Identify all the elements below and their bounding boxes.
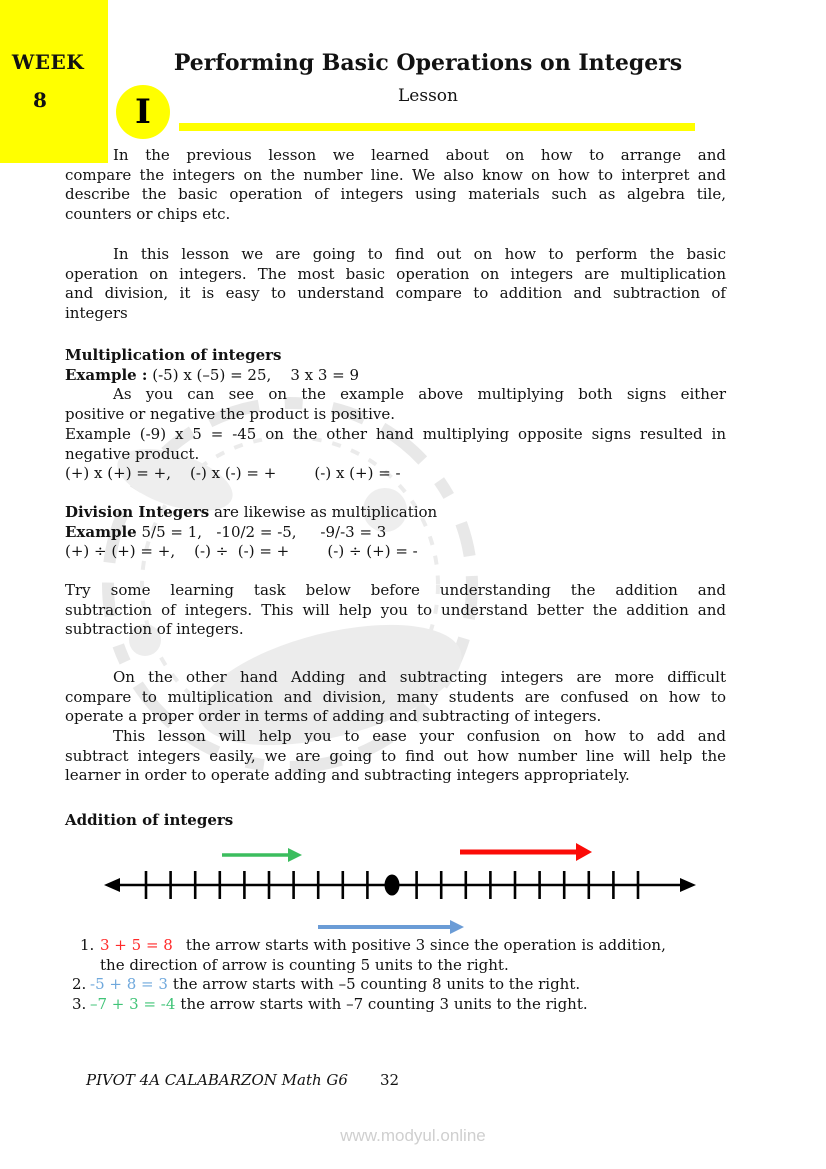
- site-watermark: www.modyul.online: [340, 1126, 486, 1145]
- number-line: [104, 871, 696, 899]
- page-title: Performing Basic Operations on Integers: [173, 50, 683, 76]
- week-badge: [0, 0, 108, 163]
- list-item: [65, 975, 726, 995]
- multiplication-heading: Multiplication of integers: [65, 346, 282, 364]
- lesson-i-badge: [116, 85, 170, 139]
- red-arrow: [460, 843, 592, 861]
- list-item: [65, 995, 726, 1015]
- zero-point-dot: [385, 875, 400, 896]
- blue-arrow: [318, 920, 464, 934]
- text-line: negative product.: [65, 444, 200, 463]
- title-underline-bar: [179, 123, 695, 131]
- text-line: subtraction of integers.: [65, 620, 244, 639]
- text-line: Example (-9) x 5 = -45 on the other hand multiplying opposite signs resulted in: [65, 424, 726, 443]
- division-example-text: 5/5 = 1, -10/2 = -5, -9/-3 = 3: [136, 522, 387, 541]
- addition-intro-paragraph-2: [65, 727, 726, 786]
- intro-paragraph-2: [65, 245, 726, 324]
- division-heading-bold: Division Integers: [65, 503, 210, 521]
- text-line: compare the integers on the number line. We also know on how to interpret and: [65, 165, 726, 184]
- equation: –7 + 3 = -4: [90, 995, 176, 1014]
- text-line: learner in order to operate adding and subtracting integers appropriately.: [65, 766, 630, 785]
- text-line: integers: [65, 304, 128, 323]
- text-line: positive or negative the product is positive.: [65, 405, 395, 424]
- week-number: 8: [33, 88, 47, 112]
- text-line: and division, it is easy to understand compare to addition and subtraction of: [65, 284, 726, 303]
- item-marker: 1.: [80, 936, 95, 954]
- text-line: compare to multiplication and division, many students are confused on how to: [65, 687, 726, 706]
- example-label: Example :: [65, 365, 148, 384]
- item-marker: 3.: [72, 995, 87, 1014]
- text-line: In the previous lesson we learned about on how to arrange and: [113, 146, 726, 164]
- left-arrowhead: [104, 878, 120, 892]
- item-text: the arrow starts with –7 counting 3 units to the right.: [180, 995, 588, 1014]
- lesson-subtitle: Lesson: [398, 86, 458, 106]
- division-section: [65, 503, 726, 562]
- addition-intro-paragraph-1: [65, 668, 726, 727]
- division-example: [65, 523, 726, 543]
- right-arrowhead: [680, 878, 696, 892]
- example-text: (-5) x (–5) = 25, 3 x 3 = 9: [147, 365, 360, 384]
- item-line-1: [100, 936, 726, 956]
- multiplication-sign-rules: (+) x (+) = +, (-) x (-) = + (-) x (+) = -: [65, 464, 401, 483]
- addition-example-list: [65, 936, 726, 1015]
- addition-heading: Addition of integers: [65, 811, 234, 829]
- multiplication-section: [65, 346, 726, 484]
- division-heading: [65, 503, 726, 523]
- text-line: Try some learning task below before understanding the addition and: [65, 581, 726, 599]
- footer-page-number: 32: [380, 1071, 400, 1089]
- item-text: the arrow starts with –5 counting 8 units to the right.: [172, 975, 581, 994]
- text-line: describe the basic operation of integers using materials such as algebra tile,: [65, 185, 726, 204]
- text-line: This lesson will help you to ease your confusion on how to add and: [113, 727, 726, 745]
- number-line-figure: [100, 838, 700, 938]
- try-task-paragraph: [65, 581, 726, 640]
- green-arrow: [222, 848, 302, 862]
- item-line-2: the direction of arrow is counting 5 units to the right.: [100, 955, 509, 974]
- intro-paragraph-1: [65, 146, 726, 225]
- multiplication-example: [65, 366, 726, 386]
- text-line: On the other hand Adding and subtracting integers are more difficult: [113, 668, 726, 686]
- text-line: As you can see on the example above multiplying both signs either: [113, 385, 726, 404]
- text-line: counters or chips etc.: [65, 205, 231, 224]
- text-line: In this lesson we are going to find out on how to perform the basic: [113, 245, 726, 263]
- division-example-label: Example: [65, 522, 137, 541]
- division-heading-rest: are likewise as multiplication: [209, 503, 438, 521]
- lesson-i-letter: I: [135, 92, 151, 132]
- division-sign-rules: (+) ÷ (+) = +, (-) ÷ (-) = + (-) ÷ (+) = -: [65, 542, 418, 561]
- text-line: subtract integers easily, we are going to find out how number line will help the: [65, 746, 726, 765]
- item-marker: 2.: [72, 975, 87, 994]
- footer-book-title: PIVOT 4A CALABARZON Math G6: [86, 1071, 348, 1089]
- multiplication-body-2: [65, 425, 726, 464]
- list-item: [65, 936, 726, 975]
- week-label: WEEK: [11, 50, 85, 74]
- item-text: the arrow starts with positive 3 since the operation is addition,: [185, 936, 666, 954]
- text-line: subtraction of integers. This will help you to understand better the addition and: [65, 600, 726, 619]
- text-line: operate a proper order in terms of adding and subtracting of integers.: [65, 707, 602, 726]
- multiplication-body-1: [65, 385, 726, 424]
- equation: -5 + 8 = 3: [90, 975, 168, 994]
- text-line: operation on integers. The most basic operation on integers are multiplication: [65, 264, 726, 283]
- equation: 3 + 5 = 8: [100, 936, 173, 954]
